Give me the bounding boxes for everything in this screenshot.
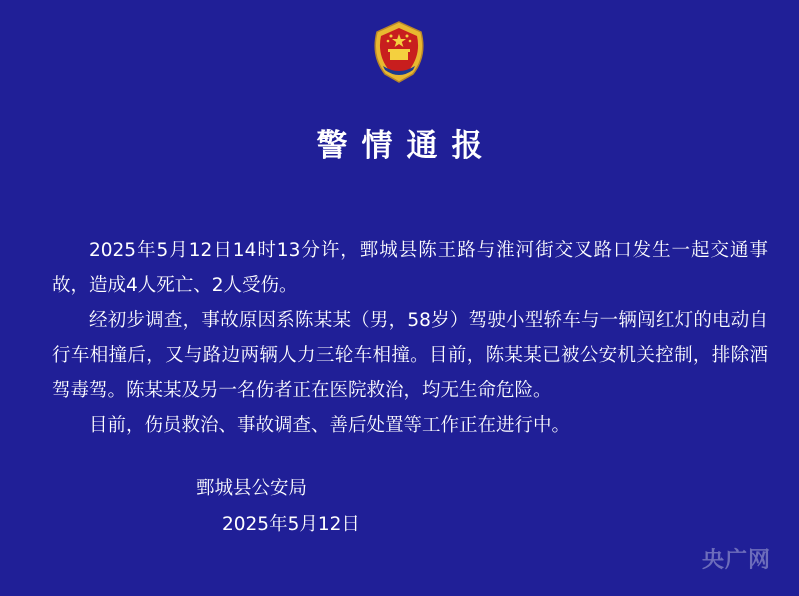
notice-paragraph: 目前，伤员救治、事故调查、善后处置等工作正在进行中。 — [89, 415, 571, 436]
notice-title: 警情通报 — [316, 128, 497, 164]
watermark: 央广网 — [701, 548, 771, 573]
notice-paragraph: 经初步调查，事故原因系陈某某（男，58岁）驾驶小型轿车与一辆闯红灯的电动自行车相撞后，又与路边两辆人力三轮车相撞。目前，陈某某已被公安机关控制，排除酒驾毒驾。陈某某及另一名伤者正在医院救治，均无生命危险。 — [52, 310, 768, 401]
issue-date: 2025年5月12日 — [222, 514, 360, 535]
police-emblem-icon — [369, 20, 429, 84]
notice-body — [52, 233, 768, 443]
issuer-signature: 鄄城县公安局 — [196, 478, 308, 499]
notice-paragraph: 2025年5月12日14时13分许，鄄城县陈王路与淮河街交叉路口发生一起交通事故，造成4人死亡、2人受伤。 — [52, 240, 768, 296]
